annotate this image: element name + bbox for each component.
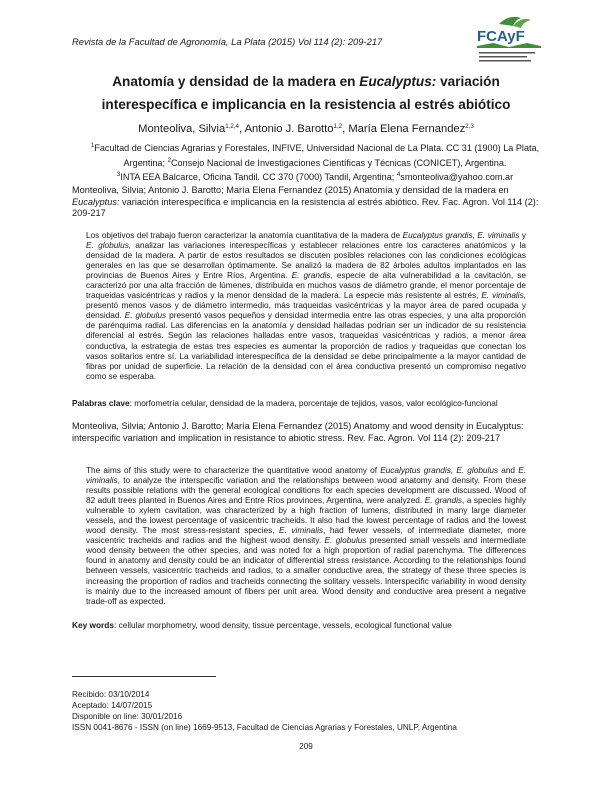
- article-title-line-2: interespecífica e implicancia en la resistencia al estrés abiótico: [101, 97, 511, 112]
- received-date: Recibido: 03/10/2014: [72, 690, 150, 699]
- fcayf-logo: [469, 10, 547, 64]
- keywords-spanish: Palabras clave: morfometría celular, densidad de la madera, porcentaje de tejidos, vasos, valor ecológico-funcional: [72, 398, 498, 408]
- citation-spanish: Monteoliva, Silvia; Antonio J. Barotto; María Elena Fernandez (2015) Anatomía y densidad de la madera en Eucalyptus: variación interespecífica e implicancia en la resistencia al estrés abiótico. Rev. Fac. Agron. Vol 114 (2): 209-217: [72, 185, 539, 219]
- article-title-line-1: Anatomía y densidad de la madera en Eucalyptus: variación: [112, 74, 500, 89]
- page-number: 209: [299, 742, 313, 751]
- journal-header: Revista de la Facultad de Agronomía, La Plata (2015) Vol 114 (2): 209-217: [72, 36, 383, 47]
- citation-english: Monteoliva, Silvia; Antonio J. Barotto; María Elena Fernandez (2015) Anatomy and wood density in Eucalyptus: interspecific variation and implication in resistance to abiotic stress. Rev. Fac. Agron. Vol 114 (2): 209-217: [72, 421, 524, 443]
- keywords-english: Key words: cellular morphometry, wood density, tissue percentage, vessels, ecological functional value: [72, 620, 452, 630]
- author-list: Monteoliva, Silvia$^{1,2,4}$, Antonio J. Barotto$^{1,2}$, María Elena Fernandez$^{2,3}$: [138, 123, 474, 135]
- online-date: Disponible on line: 30/01/2016: [72, 712, 183, 721]
- abstract-english: The aims of this study were to characterize the quantitative wood anatomy of Eucalyptus grandis, E. globulus and E. viminalis, to analyze the interspecific variation and the relationships between wood anatomy and density. From these results possible relations with the general ecological conditions for each species development are discussed. Wood of 82 adult trees planted in Buenos Aires and Entre Ríos provinces, Argentina, were analyzed. E. grandis, a species highly vulnerable to xylem cavitation, was characterized by a high fraction of lumens, distributed in many large diameter vessels, and the lowest percentage of vasicentric tracheids. It also had the lowest percentage of radios and the lowest wood density. The most stress-resistant species, E. viminalis, had fewer vessels, of intermediate diameter, more vasicentric tracheids and radios and the highest wood density. E. globulus presented small vessels and intermediate wood density between the other species, and was noted for a high proportion of radial parenchyma. The differences found in anatomy and density could be an indicator of differential stress resistance. According to the relationships found between vessels, vasicentric tracheids and radios, to a smaller conductive area, the strategy of these three species is increasing the proportion of radios and tracheids connecting the solitary vessels. Interspecific variability in wood density is mainly due to the increased amount of fibers per unit area. Wood density and conductive area present a negative trade-off as expected.: [86, 466, 527, 606]
- affiliations: $^1$Facultad de Ciencias Agrarias y Forestales, INFIVE, Universidad Nacional de La Plata. CC 31 (1900) La Plata, Argentina; $^2$Consejo Nacional de Investigaciones Científicas y Técnicas (CONICET), Argentina. $^3$INTA EEA Balcarce, Oficina Tandil. CC 370 (7000) Tandil, Argentina; $^4$smonteoliva@yahoo.com.ar: [90, 142, 540, 183]
- logo-text: FCAyF: [477, 28, 525, 45]
- issn-line: ISSN 0041-8676 - ISSN (on line) 1669-9513, Facultad de Ciencias Agrarias y Forestales, UNLP, Argentina: [72, 723, 457, 732]
- footnote-divider: [72, 676, 216, 677]
- accepted-date: Aceptado: 14/07/2015: [72, 701, 153, 710]
- abstract-spanish: Los objetivos del trabajo fueron caracterizar la anatomía cuantitativa de la madera de Eucalyptus grandis, E. viminalis y E. globulus, analizar las variaciones interespecíficas y establecer relaciones entre los caracteres anatómicos y la densidad de la madera. A partir de estos resultados se discuten posibles relaciones con las condiciones ecológicas generales en las que se desarrollan óptimamente. Se analizó la madera de 82 árboles adultos implantados en las provincias de Buenos Aires y Entre Ríos, Argentina. E. grandis, especie de alta vulnerabilidad a la cavitación, se caracterizó por una alta fracción de lúmenes, distribuida en muchos vasos de diámetro grande, el menor porcentaje de traqueidas vasicéntricas y radios y la menor densidad de la madera. La especie más resistente al estrés, E. viminalis, presentó menos vasos y de diámetro intermedio, más traqueidas vasicéntricas y la mayor área de pared ocupada y densidad. E. globulus presentó vasos pequeños y densidad intermedia entre las otras especies, y una alta proporción de parénquima radial. Las diferencias en la anatomía y densidad halladas podrían ser un indicador de su resistencia diferencial al estrés. Según las relaciones halladas entre vasos, traqueidas vasicéntricas y radios, a menor área conductiva, la estrategia de estas tres especies es aumentar la proporción de radios y traqueidas que conectan los vasos solitarios entre sí. La variabilidad interespecífica de la densidad se debe principalmente a la mayor cantidad de fibras por unidad de superficie. La relación de la densidad con el área conductiva presentó un compromiso negativo como se esperaba.: [86, 231, 527, 381]
